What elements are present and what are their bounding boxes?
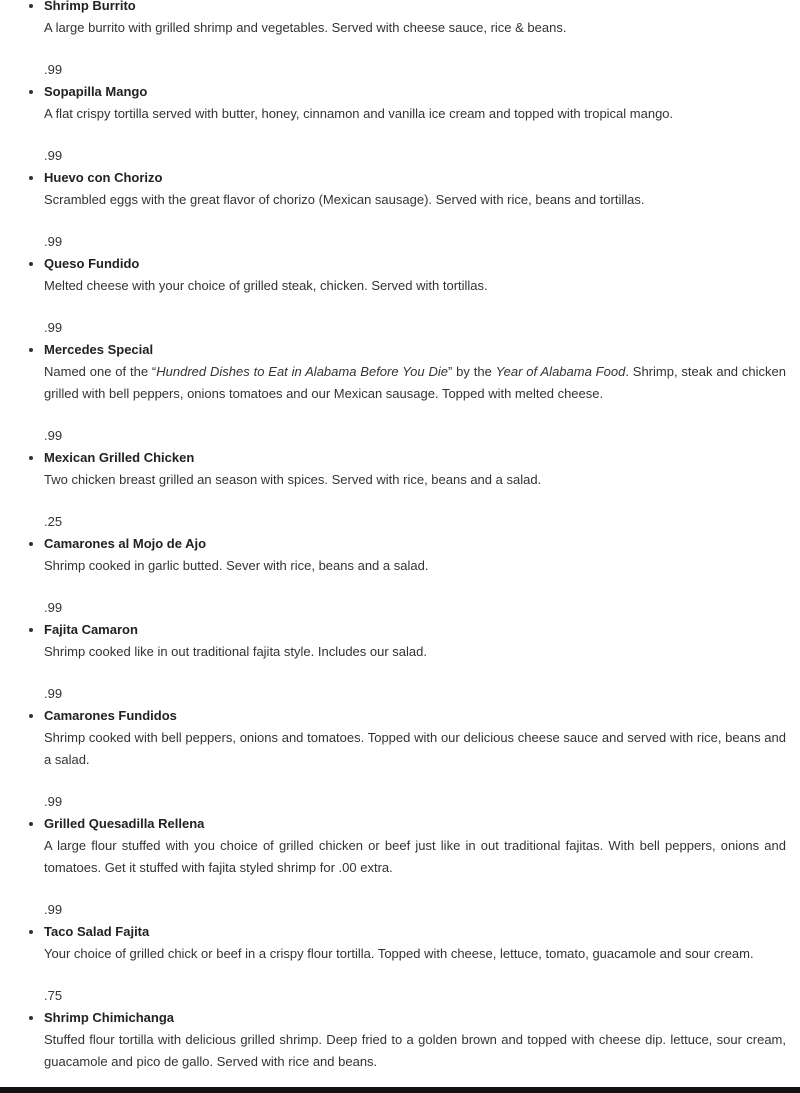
item-description: A flat crispy tortilla served with butter, honey, cinnamon and vanilla ice cream and topped with tropical mango.	[44, 106, 674, 121]
item-name: • Shrimp Chimichanga	[44, 1010, 175, 1025]
item-price: .99	[44, 62, 63, 77]
menu-item-shrimp-burrito	[44, 0, 786, 81]
item-price: .99	[44, 600, 63, 615]
item-name: • Huevo con Chorizo	[44, 170, 163, 185]
item-name: • Sopapilla Mango	[44, 84, 148, 99]
menu-item-taco-salad-fajita	[44, 921, 786, 1007]
menu-item-huevo-con-chorizo	[44, 167, 786, 253]
desc-emphasis: Hundred Dishes to Eat in Alabama Before You Die	[156, 364, 448, 379]
item-name: • Camarones Fundidos	[44, 708, 177, 723]
desc-text: ” by the	[448, 364, 496, 379]
menu-item-fajita-camaron	[44, 619, 786, 705]
menu-item-camarones-mojo-de-ajo	[44, 533, 786, 619]
item-description	[44, 361, 786, 405]
menu-item-queso-fundido	[44, 253, 786, 339]
item-price: .99	[44, 686, 63, 701]
footer-bar	[0, 1087, 800, 1093]
item-name: • Camarones al Mojo de Ajo	[44, 536, 207, 551]
item-name: • Queso Fundido	[44, 256, 140, 271]
item-price: .99	[44, 428, 63, 443]
item-description: Scrambled eggs with the great flavor of chorizo (Mexican sausage). Served with rice, beans and tortillas.	[44, 192, 645, 207]
item-name: • Mercedes Special	[44, 342, 154, 357]
desc-text: . Shrimp, steak and chicken grilled with bell peppers, onions tomatoes and our Mexican sausage. Topped with melted cheese.	[44, 364, 786, 401]
item-description: Two chicken breast grilled an season with spices. Served with rice, beans and a salad.	[44, 472, 542, 487]
item-name: • Mexican Grilled Chicken	[44, 450, 195, 465]
item-description: A large flour stuffed with you choice of grilled chicken or beef just like in out traditional fajitas. With bell peppers, onions and tomatoes. Get it stuffed with fajita styled shrimp for .00 extra.	[44, 838, 786, 875]
desc-emphasis: Year of Alabama Food	[495, 364, 626, 379]
item-name: • Grilled Quesadilla Rellena	[44, 816, 205, 831]
menu-item-shrimp-chimichanga	[44, 1007, 786, 1073]
item-description: Shrimp cooked like in out traditional fajita style. Includes our salad.	[44, 644, 427, 659]
desc-text: Named one of the “	[44, 364, 157, 379]
menu-item-camarones-fundidos	[44, 705, 786, 813]
item-description: A large burrito with grilled shrimp and vegetables. Served with cheese sauce, rice & beans.	[44, 20, 567, 35]
item-name: • Fajita Camaron	[44, 622, 138, 637]
item-price: .75	[44, 988, 63, 1003]
item-description: Stuffed flour tortilla with delicious grilled shrimp. Deep fried to a golden brown and topped with cheese dip. lettuce, sour cream, guacamole and pico de gallo. Served with rice and beans.	[44, 1032, 786, 1069]
menu-item-mercedes-special	[44, 339, 786, 447]
item-price: .25	[44, 514, 63, 529]
item-price: .99	[44, 148, 63, 163]
item-description: Your choice of grilled chick or beef in a crispy flour tortilla. Topped with cheese, lettuce, tomato, guacamole and sour cream.	[44, 946, 754, 961]
item-price: .99	[44, 320, 63, 335]
item-price: .99	[44, 234, 63, 249]
item-description: Melted cheese with your choice of grilled steak, chicken. Served with tortillas.	[44, 278, 488, 293]
item-description: Shrimp cooked in garlic butted. Sever with rice, beans and a salad.	[44, 558, 429, 573]
item-name: • Shrimp Burrito	[44, 0, 136, 13]
item-name: • Taco Salad Fajita	[44, 924, 150, 939]
menu-item-grilled-quesadilla-rellena	[44, 813, 786, 921]
item-price: .99	[44, 902, 63, 917]
menu-item-sopapilla-mango	[44, 81, 786, 167]
item-price: .99	[44, 794, 63, 809]
item-description: Shrimp cooked with bell peppers, onions and tomatoes. Topped with our delicious cheese sauce and served with rice, beans and a salad.	[44, 730, 786, 767]
menu-item-mexican-grilled-chicken	[44, 447, 786, 533]
